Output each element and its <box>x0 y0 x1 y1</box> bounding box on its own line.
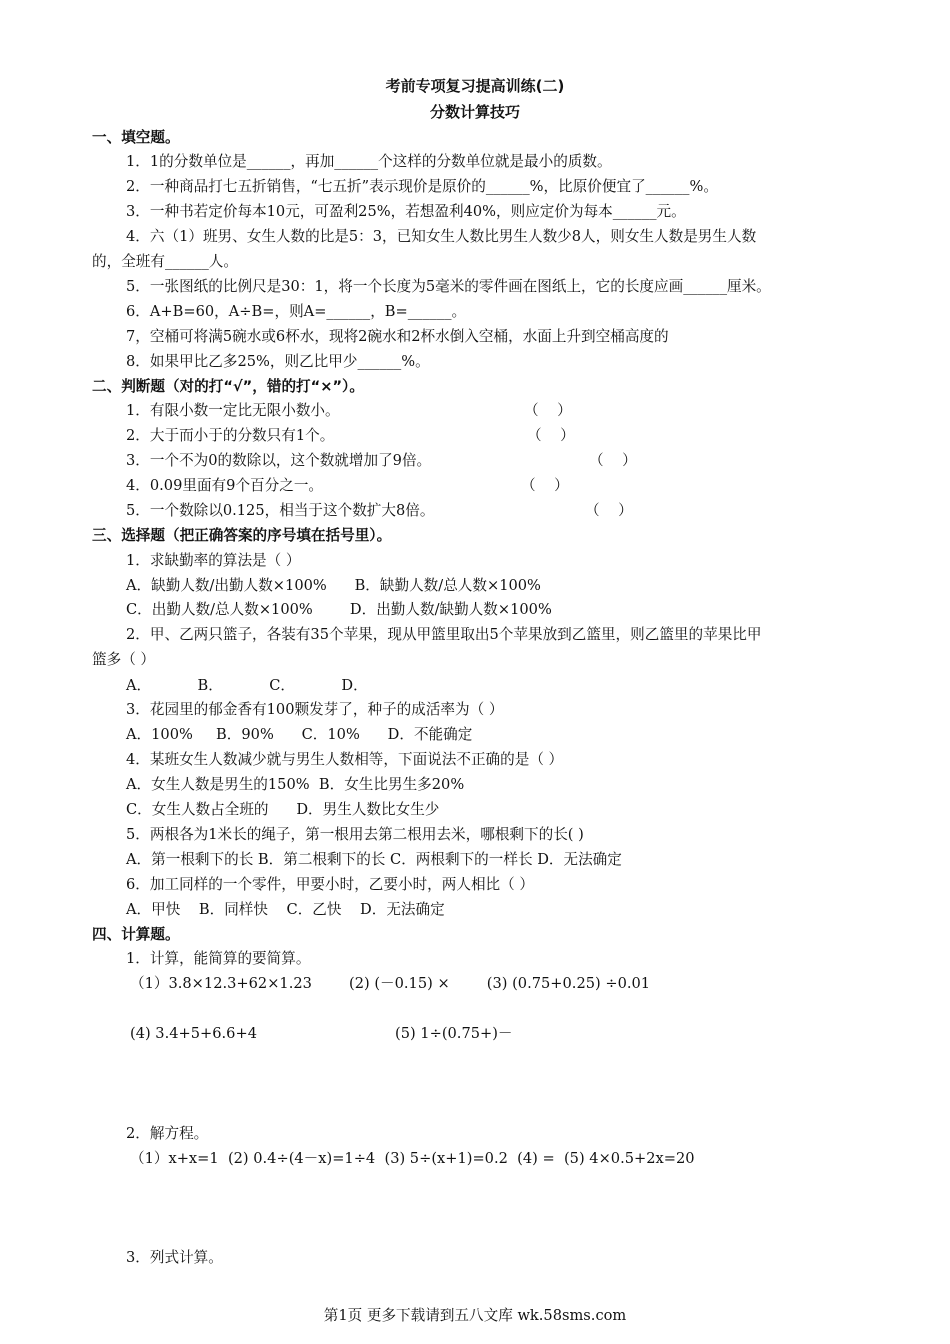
fill-question-8: 8．如果甲比乙多25%，则乙比甲少______%。 <box>126 353 430 370</box>
choice-question-5-options: A．第一根剩下的长 B．第二根剩下的长 C．两根剩下的一样长 D．无法确定 <box>126 851 622 868</box>
section-heading-judge: 二、判断题（对的打“√”，错的打“×”）。 <box>92 378 364 395</box>
calc-question-3: 3．列式计算。 <box>126 1249 223 1266</box>
choice-question-4-options-b: C．女生人数占全班的 D．男生人数比女生少 <box>126 801 440 818</box>
judge-question-2: 2．大于而小于的分数只有1个。 <box>126 427 335 444</box>
page-title: 考前专项复习提高训练(二) <box>385 77 565 95</box>
judge-answer-box-5[interactable]: （ ） <box>585 502 633 519</box>
choice-question-4-options-a: A．女生人数是男生的150% B．女生比男生多20% <box>126 776 465 793</box>
choice-question-2-line-1: 2．甲、乙两只篮子，各装有35个苹果，现从甲篮里取出5个苹果放到乙篮里，则乙篮里的苹果比甲 <box>126 626 762 643</box>
judge-answer-box-4[interactable]: （ ） <box>521 477 569 494</box>
judge-answer-box-3[interactable]: （ ） <box>589 452 637 469</box>
calc-question-2: 2．解方程。 <box>126 1125 209 1142</box>
judge-question-1: 1．有限小数一定比无限小数小。 <box>126 402 340 419</box>
page-subtitle: 分数计算技巧 <box>429 103 520 121</box>
choice-question-1-options-b: C．出勤人数/总人数×100% D．出勤人数/缺勤人数×100% <box>126 601 552 618</box>
judge-question-3: 3．一个不为0的数除以，这个数就增加了9倍。 <box>126 452 432 469</box>
choice-question-3-options: A．100% B．90% C．10% D．不能确定 <box>126 726 473 743</box>
judge-question-5: 5．一个数除以0.125，相当于这个数扩大8倍。 <box>126 502 435 519</box>
fill-question-3: 3．一种书若定价每本10元，可盈利25%，若想盈利40%，则应定价为每本______元。 <box>126 203 686 220</box>
fill-question-6: 6．A+B=60，A÷B=，则A=______，B=______。 <box>126 303 467 320</box>
fill-question-1: 1．1的分数单位是______，再加______个这样的分数单位就是最小的质数。 <box>126 153 612 170</box>
calc-question-1-row-1: （1）3.8×12.3+62×1.23 (2) (－0.15) × (3) (0.75+0.25) ÷0.01 <box>130 975 651 992</box>
judge-answer-box-2[interactable]: （ ） <box>527 427 575 444</box>
calc-question-2-equations: （1）x+x=1 (2) 0.4÷(4－x)=1÷4 (3) 5÷(x+1)=0.2 (4) = (5) 4×0.5+2x=20 <box>130 1150 695 1167</box>
choice-question-2-line-2: 篮多（ ） <box>92 651 156 668</box>
fill-question-4-line-1: 4．六（1）班男、女生人数的比是5：3，已知女生人数比男生人数少8人，则女生人数是男生人数 <box>126 228 757 245</box>
fill-question-4-line-2: 的，全班有______人。 <box>92 253 238 270</box>
calc-question-1: 1．计算，能简算的要简算。 <box>126 950 311 967</box>
choice-question-2-options: A． B． C． D． <box>126 677 368 694</box>
choice-question-5: 5．两根各为1米长的绳子，第一根用去第二根用去米，哪根剩下的长( ) <box>126 826 584 843</box>
judge-question-4: 4．0.09里面有9个百分之一。 <box>126 477 324 494</box>
section-heading-fill: 一、填空题。 <box>92 129 180 146</box>
section-heading-calc: 四、计算题。 <box>92 926 180 943</box>
page-footer: 第1页 更多下载请到五八文库 wk.58sms.com <box>323 1307 627 1324</box>
calc-question-1-item-5: (5) 1÷(0.75+)－ <box>395 1025 513 1042</box>
choice-question-1: 1．求缺勤率的算法是（ ） <box>126 552 301 569</box>
calc-question-1-item-4: (4) 3.4+5+6.6+4 <box>130 1025 257 1042</box>
fill-question-7: 7，空桶可将满5碗水或6杯水，现将2碗水和2杯水倒入空桶，水面上升到空桶高度的 <box>126 328 669 345</box>
choice-question-4: 4．某班女生人数减少就与男生人数相等，下面说法不正确的是（ ） <box>126 751 564 768</box>
choice-question-6: 6．加工同样的一个零件，甲要小时，乙要小时，两人相比（ ） <box>126 876 534 893</box>
choice-question-3: 3．花园里的郁金香有100颗发芽了，种子的成活率为（ ） <box>126 701 504 718</box>
section-heading-choice: 三、选择题（把正确答案的序号填在括号里）。 <box>92 527 392 544</box>
fill-question-2: 2．一种商品打七五折销售，“七五折”表示现价是原价的______%，比原价便宜了______%。 <box>126 178 718 195</box>
judge-answer-box-1[interactable]: （ ） <box>524 402 572 419</box>
fill-question-5: 5．一张图纸的比例尺是30：1，将一个长度为5毫米的零件画在图纸上，它的长度应画______厘米。 <box>126 278 771 295</box>
choice-question-6-options: A．甲快 B．同样快 C．乙快 D．无法确定 <box>126 901 445 918</box>
choice-question-1-options-a: A．缺勤人数/出勤人数×100% B．缺勤人数/总人数×100% <box>126 577 541 594</box>
